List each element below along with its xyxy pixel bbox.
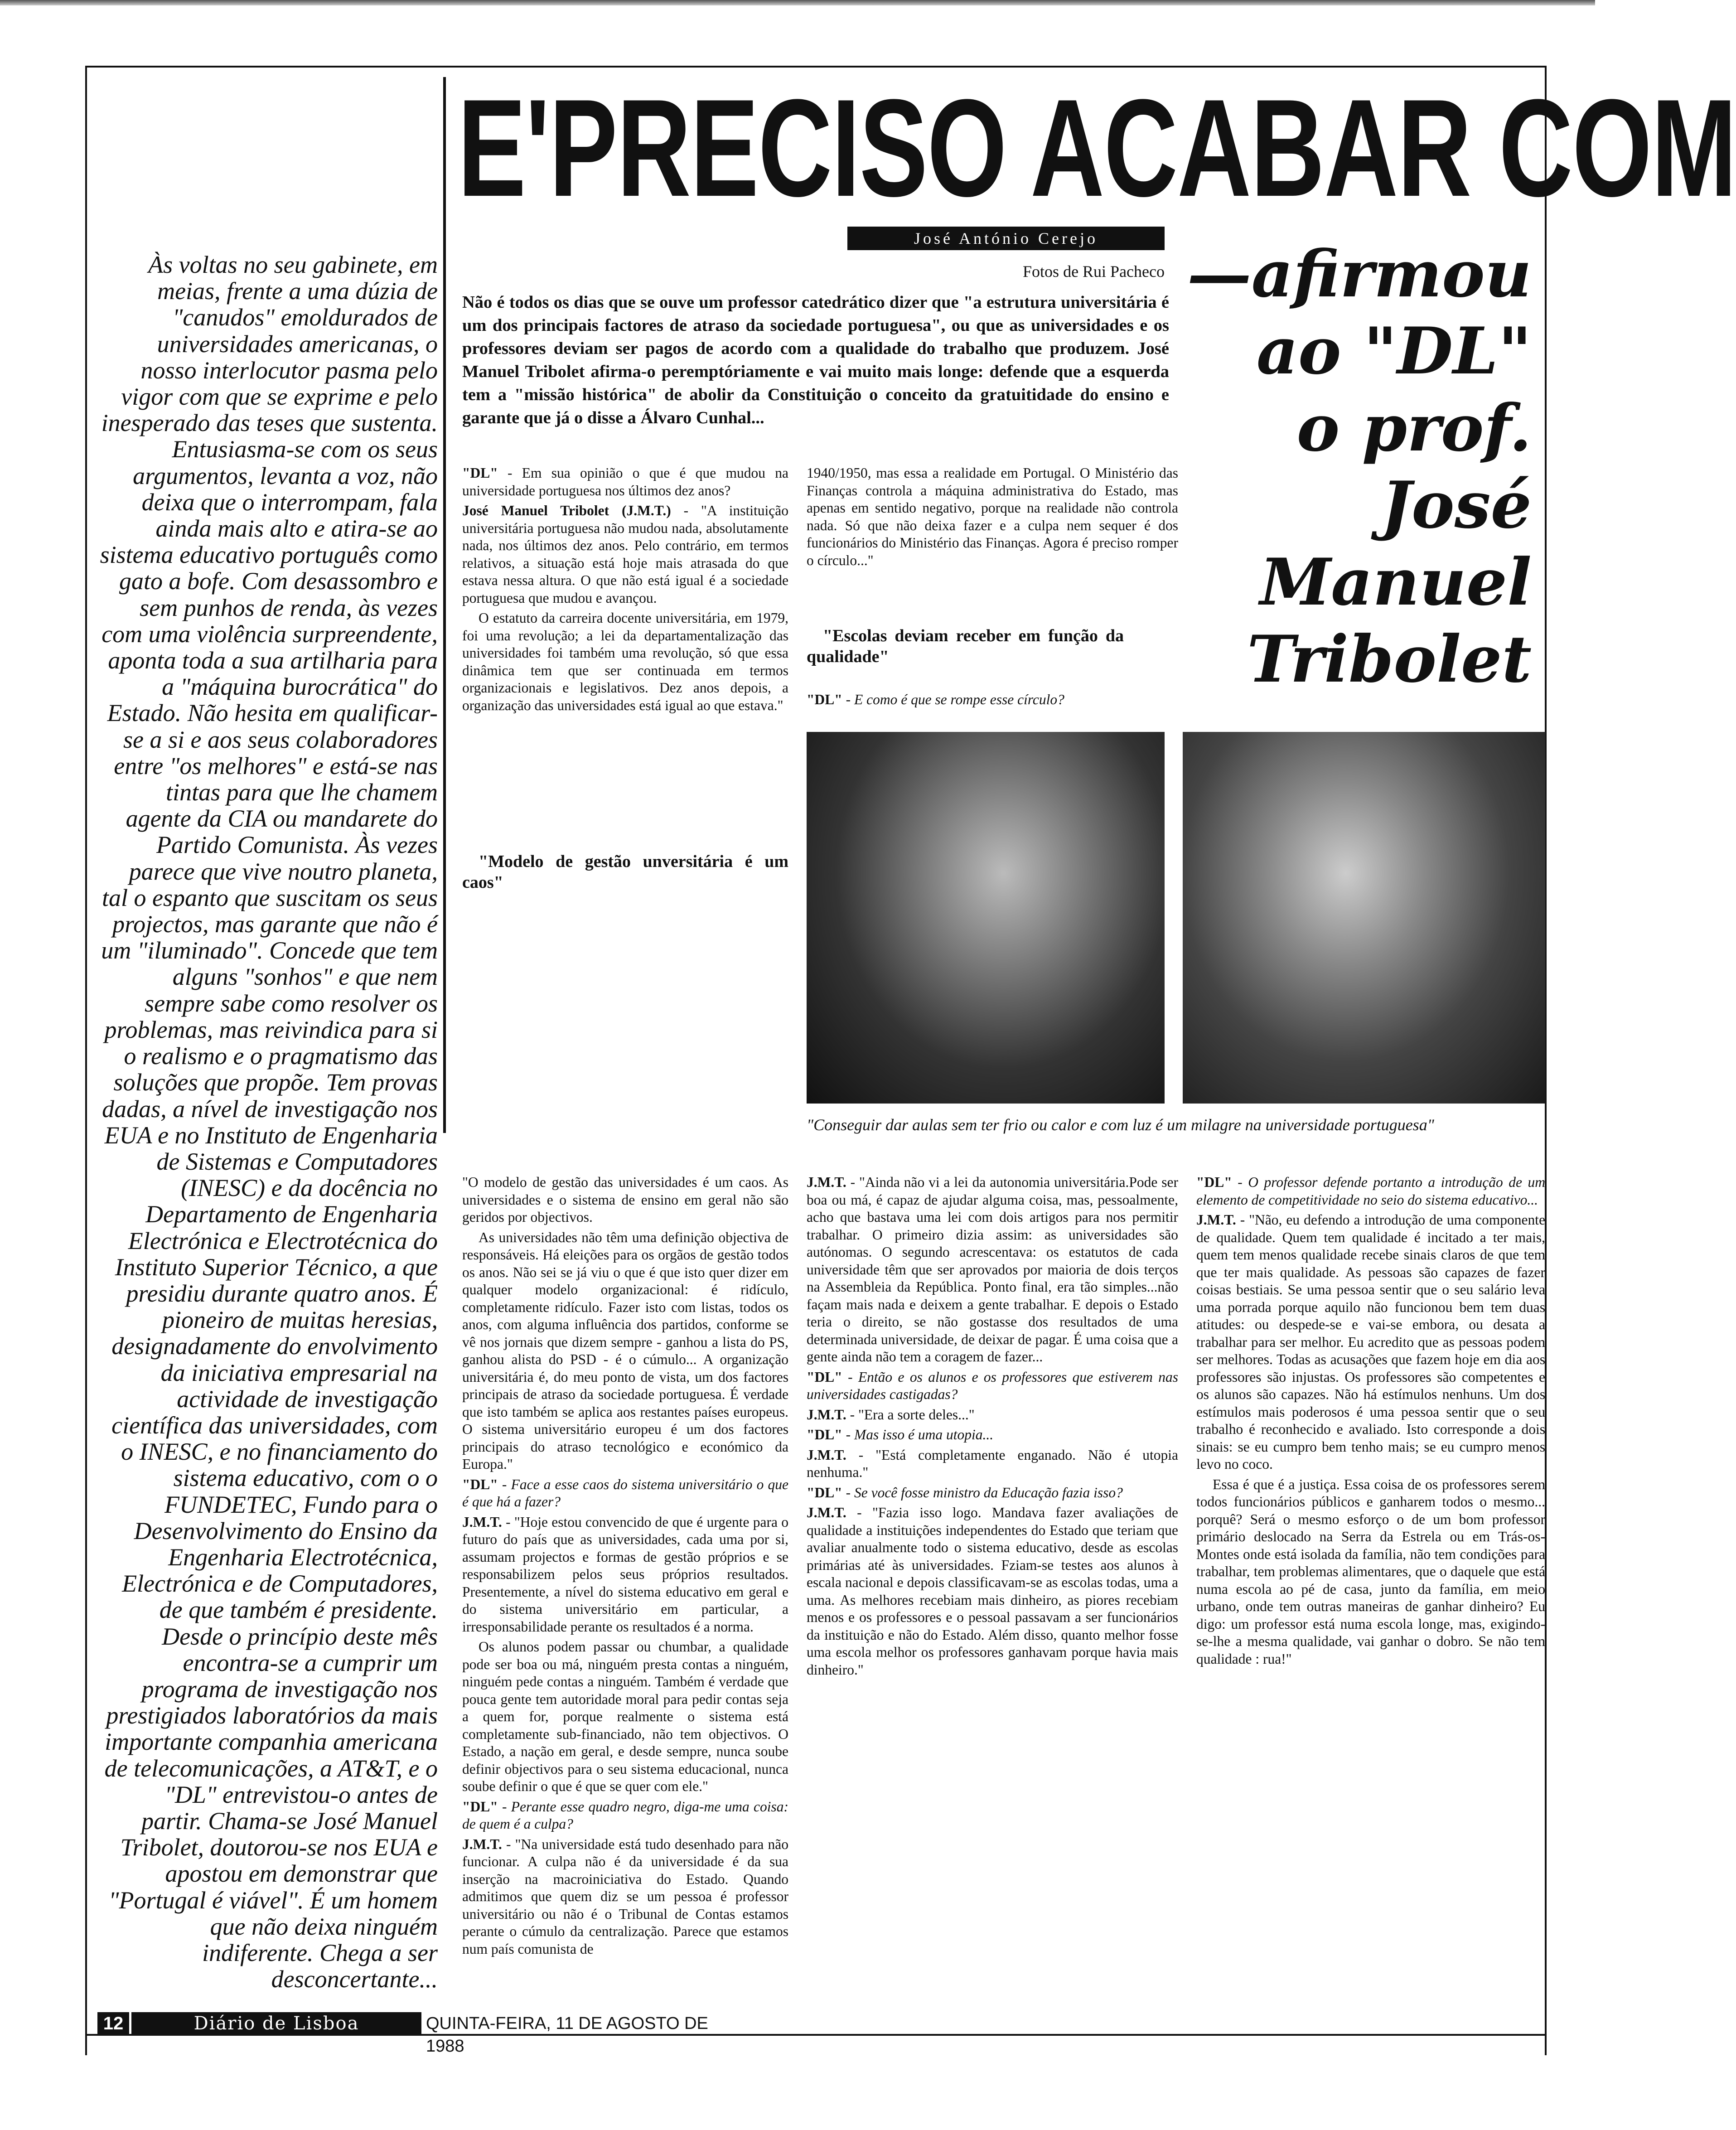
body-paragraph: "O modelo de gestão das universidades é um caos. As universidades e o sistema de ensino em geral não são geridos por objectivos.: [462, 1174, 788, 1225]
intro-column: Às voltas no seu gabinete, em meias, frente a uma dúzia de "canudos" emoldurados de universidades americanas, o nosso interlocutor pasma pelo vigor com que se exprime e pelo inesperado das teses que sustenta. Entusiasma-se com os seus argumentos, levanta a voz, não deixa que o interrompam, fala ainda mais alto e atira-se ao sistema educativo português como gato a bofe. Com desassombro e sem punhos de renda, às vezes com uma violência surpreendente, aponta toda a sua artilharia para a "máquina burocrática" do Estado. Não hesita em qualificar-se a si e aos seus colaboradores entre "os melhores" e está-se nas tintas para que lhe chamem agente da CIA ou mandarete do Partido Comunista. Às vezes parece que vive noutro planeta, tal o espanto que suscitam os seus projectos, mas garante que não é um "iluminado". Concede que tem alguns "sonhos" e que nem sempre sabe como resolver os problemas, mas reivindica para si o realismo e o pragmatismo das soluções que propõe. Tem provas dadas, a nível de investigação nos EUA e no Instituto de Engenharia de Sistemas e Computadores (INESC) e da docência no Departamento de Engenharia Electrónica e Electrotécnica do Instituto Superior Técnico, a que presidiu durante quatro anos. É pioneiro de muitas heresias, designadamente do envolvimento da iniciativa empresarial na actividade de investigação científica das universidades, com o INESC, e no financiamento do sistema educativo, com o o FUNDETEC, Fundo para o Desenvolvimento do Ensino da Engenharia Electrotécnica, Electrónica e de Computadores, de que também é presidente. Desde o princípio deste mês encontra-se a cumprir um programa de investigação nos prestigiados laboratórios da mais importante companhia americana de telecomunicações, a AT&T, e o "DL" entrevistou-o antes de partir. Chama-se José Manuel Tribolet, doutorou-se nos EUA e apostou em demonstrar que "Portugal é viável". É um homem que não deixa ninguém indiferente. Chega a ser desconcertante...: [100, 251, 438, 1993]
body-paragraph: As universidades não têm uma definição objectiva de responsáveis. Há eleições para os orgãos de gestão todos os anos. Não sei se já viu o que é que isto quer dizer em qualquer modelo organizacional: é ridículo, completamente ridículo. Fazer isto com listas, todos os anos, com alguma influência dos partidos, conforme se vê nos jornais que dizem sempre - ganhou a lista do PS, ganhou alista do PSD - é o cúmulo... A organização universitária é, do meu ponto de vista, um dos factores principais de atraso da sociedade portuguesa. É verdade que isto também se aplica aos restantes países europeus. O sistema universitário europeu é um dos factores principais do atraso tecnológico e económico da Europa.": [462, 1229, 788, 1472]
answer-text: - "A instituição universitária portuguesa não mudou nada, absolutamente nada, nos últimos dez anos. Pelo contrário, em termos relativos, a situação está hoje mais atrasada do que estava nessa altura. O que não está igual é a sociedade portuguesa que mudou e avançou.: [462, 503, 789, 606]
speaker-label: J.M.T.: [462, 1836, 502, 1852]
answer-text: - "Não, eu defendo a introdução de uma componente de qualidade. Quem tem qualidade é incitado a ter mais, quem tem menos qualidade recebe sinais claros de que tem que ter mais qualidade. As pessoas são capazes de fazer coisas bestiais. Se uma pessoa sentir que o seu salário leva uma porrada porque aquilo não funcionou bem tem duas atitudes: ou despede-se e vai-se embora, ou desata a trabalhar para ser melhor. Eu acredito que as pessoas podem ser melhores. Todas as acusações que fazem hoje em dia aos professores são injustas. Os professores são competentes e os alunos são capazes. Não há estímulos nenhuns. Um dos estímulos mais poderosos é uma pessoa sentir que o seu trabalho é reconhecido e avaliado. Isto corresponde a dois sinais: se eu cumpro bem tenho mais; se eu cumpro menos levo no coco.: [1196, 1212, 1545, 1472]
question-text: - Mas isso é uma utopia...: [842, 1427, 994, 1443]
article-column-3-bottom: [1196, 1174, 1545, 1670]
answer-text: - "Está completamente enganado. Não é utopia nenhuma.": [807, 1447, 1178, 1480]
speaker-label: "DL": [807, 1484, 842, 1501]
answer-paragraph: [1196, 1211, 1545, 1473]
column-divider: [443, 77, 446, 1133]
speaker-label: José Manuel Tribolet (J.M.T.): [462, 503, 671, 518]
page-number: 12: [97, 2012, 129, 2035]
top-edge-rule: [0, 0, 1595, 5]
headline: E'PRECISO ACABAR COM: [458, 70, 1736, 225]
answer-paragraph: [807, 1447, 1178, 1481]
question-text: - Se você fosse ministro da Educação fazia isso?: [842, 1484, 1123, 1501]
question-text: - E como é que se rompe esse círculo?: [842, 692, 1064, 707]
answer-text: - "Ainda não vi a lei da autonomia universitária.Pode ser boa ou má, é capaz de ajudar alguma coisa, mas, pessoalmente, acho que bastava uma lei com dois artigos para nos permitir trabalhar. O primeiro dizia assim: as universidades são autónomas. O segundo acrescentava: os estatutos de cada universidade têm que ser aprovados por maioria de dois terços na Assembleia da República. Ponto final, era tão simples...não façam mais nada e deixem a gente trabalhar. E depois o Estado teria o direito, se não gostasse dos resultados de uma determinada universidade, de deixar de pagar. É uma coisa que a gente ainda não tem a coragem de fazer...: [807, 1174, 1178, 1365]
article-column-2-bottom: [807, 1174, 1178, 1681]
speaker-label: "DL": [807, 1369, 842, 1385]
speaker-label: J.M.T.: [1196, 1212, 1236, 1228]
subheading-2: [807, 625, 1124, 670]
interview-photo-1: [807, 732, 1165, 1104]
article-column-1-bottom: [462, 1174, 788, 1961]
speaker-label: "DL": [1196, 1174, 1232, 1190]
photo-caption: "Conseguir dar aulas sem ter frio ou calor e com luz é um milagre na universidade portuguesa": [807, 1116, 1434, 1134]
photo-credit: Fotos de Rui Pacheco: [1023, 262, 1165, 281]
article-column-2-top: [807, 465, 1178, 572]
byline: José António Cerejo: [847, 227, 1165, 250]
question-paragraph: [1196, 1174, 1545, 1209]
masthead-logo: Diário de Lisboa: [131, 2012, 421, 2035]
answer-text: - "Na universidade está tudo desenhado para não funcionar. A culpa não é da universidade é da sua inserção na macroiniciativa do Estado. Quando admitimos que quem diz se um pessoa é professor universitário ou não é o Tribunal de Contas estamos perante o cúmulo da centralização. Parece que estamos num país comunista de: [462, 1836, 788, 1957]
body-paragraph: 1940/1950, mas essa a realidade em Portugal. O Ministério das Finanças controla a máquina administrativa do Estado, mas apenas em sentido negativo, porque na realidade não controla nada. Só que não deixa fazer e a culpa nem sequer é dos funcionários do Ministério das Finanças. Agora é preciso romper o círculo...": [807, 465, 1178, 568]
side-quote-line: Tribolet: [1247, 622, 1532, 697]
speaker-label: "DL": [462, 465, 498, 481]
question-text: - Em sua opinião o que é que mudou na universidade portuguesa nos últimos dez anos?: [462, 465, 788, 499]
answer-text: - "Fazia isso logo. Mandava fazer avaliações de qualidade a instituições independentes do Estado que teriam que avaliar anualmente todo o sistema educativo, desde as escolas primárias até às universidades. Fziam-se testes aos alunos à escala nacional e depois classificavam-se as escolas todas, uma a uma. As melhores recebiam mais dinheiro, as piores recebiam menos e os professores e o pessoal passavam a ser funcionários da instituição e não do Estado. Além disso, quanto melhor fosse uma escola melhor os professores ganhavam porque havia mais dinheiro.": [807, 1505, 1178, 1678]
subheading-text: "Modelo de gestão unversitária é um caos": [462, 852, 788, 892]
side-quote: [1178, 236, 1532, 698]
speaker-label: J.M.T.: [462, 1514, 502, 1530]
question-paragraph: [807, 1369, 1178, 1404]
question-paragraph: [462, 1798, 788, 1833]
body-paragraph: O estatuto da carreira docente universitária, em 1979, foi uma revolução; a lei da departamentalização das universidades foi também uma revolução, só que essa dinâmica tem que ser continuada em termos organizacionais e legislativos. Dez anos depois, a organização das universidades está igual ao que estava.": [462, 610, 788, 713]
body-paragraph: Os alunos podem passar ou chumbar, a qualidade pode ser boa ou má, ninguém presta contas a ninguém, ninguém pede contas a ninguém. Também é verdade que pouca gente tem autoridade moral para pedir contas seja a quem for, porque realmente o sistema está completamente sub-financiado, não tem objectivos. O Estado, a nação em geral, e desde sempre, nunca soube definir objectivos para o seu sistema educacional, nunca soube definir o que é que se quer com ele.": [462, 1639, 788, 1794]
speaker-label: J.M.T.: [807, 1447, 846, 1463]
side-quote-line: —afirmou: [1187, 237, 1532, 312]
side-quote-line: ao "DL": [1256, 314, 1532, 389]
side-quote-line: José: [1381, 468, 1532, 543]
body-paragraph: Essa é que é a justiça. Essa coisa de os professores serem todos funcionários públicos e ganharem todos o mesmo... porquê? Será o mesmo esforço o de um bom professor primário deslocado na Serra da Estrela ou em Trás-os-Montes onde está isolada da família, não tem condições para trabalhar, tem problemas alimentares, que o daquele que está numa escola ao pé de casa, junto da família, em meio urbano, onde tem outras maneiras de ganhar dinheiro? Eu digo: um professor está numa escola longe, mas, exigindo-se-lhe a mesma qualidade, vai ganhar o dobro. Se não tem qualidade : rua!": [1196, 1476, 1545, 1667]
article-column-1-top: [462, 465, 788, 717]
answer-text: - "Hoje estou convencido de que é urgente para o futuro do país que as universidades, cada uma por si, assumam projectos e formas de gestão próprios e se responsabilizem pelos seus próprios resultados. Presentemente, a nível do sistema educativo em geral e do sistema universitário em particular, a irresponsabilidade perante os resultados é a norma.: [462, 1514, 788, 1635]
question-paragraph: [807, 1484, 1178, 1502]
question-text: - Então e os alunos e os professores que estiverem nas universidades castigadas?: [807, 1369, 1178, 1402]
side-quote-line: o prof.: [1296, 391, 1532, 466]
issue-date: QUINTA-FEIRA, 11 DE AGOSTO DE 1988: [426, 2014, 708, 2056]
question-text: - Face a esse caos do sistema universitário o que é que há a fazer?: [462, 1476, 788, 1510]
answer-paragraph: [462, 1836, 788, 1958]
answer-text: - "Era a sorte deles...": [846, 1406, 975, 1423]
question-text: - O professor defende portanto a introdução de um elemento de competitividade no seio do sistema educativo...: [1196, 1174, 1545, 1208]
question-block: [807, 691, 1178, 712]
answer-paragraph: [807, 1406, 1178, 1424]
question-paragraph: [462, 1476, 788, 1511]
subheading-text: "Escolas deviam receber em função da qualidade": [807, 626, 1124, 666]
speaker-label: J.M.T.: [807, 1406, 846, 1423]
speaker-label: J.M.T.: [807, 1505, 846, 1520]
side-quote-line: Manuel: [1260, 545, 1532, 620]
question-paragraph: [807, 691, 1178, 709]
subheading-1: [462, 851, 788, 896]
speaker-label: J.M.T.: [807, 1174, 846, 1190]
question-paragraph: [462, 465, 788, 499]
question-text: - Perante esse quadro negro, diga-me uma coisa: de quem é a culpa?: [462, 1798, 788, 1832]
speaker-label: "DL": [462, 1798, 498, 1815]
speaker-label: "DL": [807, 1427, 842, 1443]
answer-paragraph: [807, 1174, 1178, 1366]
answer-paragraph: [462, 502, 788, 607]
interview-photo-2: [1183, 732, 1545, 1104]
speaker-label: "DL": [462, 1476, 498, 1492]
speaker-label: "DL": [807, 692, 842, 707]
question-paragraph: [807, 1426, 1178, 1444]
lead-paragraph: Não é todos os dias que se ouve um professor catedrático dizer que "a estrutura universitária é um dos principais factores de atraso da sociedade portuguesa", ou que as universidades e os professores deviam ser pagos de acordo com a qualidade do trabalho que produzem. José Manuel Tribolet afirma-o peremptóriamente e vai muito mais longe: defende que a esquerda tem a "missão histórica" de abolir da Constituição o conceito da gratuitidade do ensino e garante que já o disse a Álvaro Cunhal...: [462, 293, 1169, 427]
answer-paragraph: [462, 1514, 788, 1636]
answer-paragraph: [807, 1504, 1178, 1679]
